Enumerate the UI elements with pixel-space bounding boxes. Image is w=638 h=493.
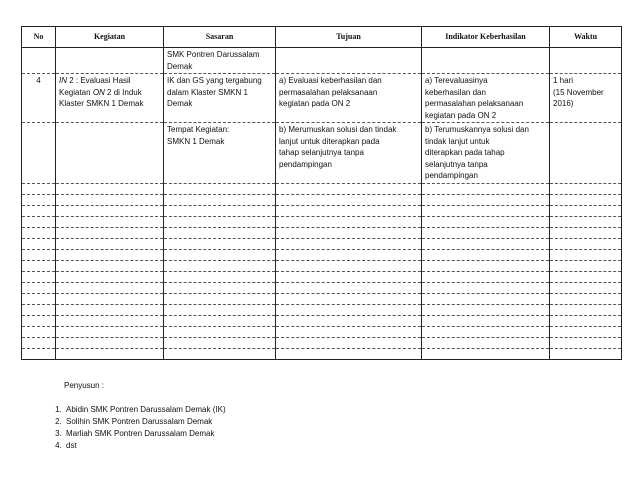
empty-table-row xyxy=(22,249,622,260)
empty-table-row xyxy=(22,227,622,238)
activity-table xyxy=(21,26,622,360)
empty-table-row xyxy=(22,304,622,315)
empty-table-row xyxy=(22,282,622,293)
empty-table-row xyxy=(22,315,622,326)
signer-item: 3. Marliah SMK Pontren Darussalam Demak xyxy=(64,428,226,440)
empty-table-row xyxy=(22,238,622,249)
signer-item: 4. dst xyxy=(64,440,226,452)
empty-table-row xyxy=(22,260,622,271)
empty-table-row xyxy=(22,348,622,359)
header-no: No xyxy=(22,27,56,48)
empty-table-row xyxy=(22,271,622,282)
document xyxy=(21,26,621,360)
empty-table-row xyxy=(22,337,622,348)
header-sasaran: Sasaran xyxy=(164,27,276,48)
empty-table-row xyxy=(22,205,622,216)
cell-sasaran: IK dan GS yang tergabung dalam Klaster SMKN 1 Demak xyxy=(164,74,276,123)
cell-tujuan: b) Merumuskan solusi dan tindak lanjut untuk diterapkan pada tahap selanjutnya tanpa pendampingan xyxy=(276,123,422,184)
signers-section xyxy=(44,380,226,452)
cell-sasaran: Tempat Kegiatan: SMKN 1 Demak xyxy=(164,123,276,184)
header-indikator: Indikator Keberhasilan xyxy=(422,27,550,48)
header-waktu: Waktu xyxy=(550,27,622,48)
signers-list xyxy=(44,404,226,452)
cell-indikator: a) Terevaluasinya keberhasilan dan permasalahan pelaksanaan kegiatan pada ON 2 xyxy=(422,74,550,123)
cell-no: 4 xyxy=(22,74,56,123)
signers-label: Penyusun : xyxy=(64,381,105,390)
cell-tujuan: a) Evaluasi keberhasilan dan permasalahan pelaksanaan kegiatan pada ON 2 xyxy=(276,74,422,123)
header-kegiatan: Kegiatan xyxy=(56,27,164,48)
empty-table-row xyxy=(22,183,622,194)
signer-item: 1. Abidin SMK Pontren Darussalam Demak (IK) xyxy=(64,404,226,416)
cell-sasaran: SMK Pontren Darussalam Demak xyxy=(164,48,276,74)
cell-indikator: b) Terumuskannya solusi dan tindak lanjut untuk diterapkan pada tahap selanjutnya tanpa pendampingan xyxy=(422,123,550,184)
empty-rows xyxy=(22,183,622,359)
empty-table-row xyxy=(22,194,622,205)
table-row xyxy=(22,48,622,74)
table-row xyxy=(22,74,622,123)
cell-kegiatan: IN 2 : Evaluasi Hasil Kegiatan ON 2 di Induk Klaster SMKN 1 Demak xyxy=(56,74,164,123)
empty-table-row xyxy=(22,293,622,304)
header-tujuan: Tujuan xyxy=(276,27,422,48)
table-row xyxy=(22,123,622,184)
empty-table-row xyxy=(22,216,622,227)
empty-table-row xyxy=(22,326,622,337)
table-header-row xyxy=(22,27,622,48)
signer-item: 2. Solihin SMK Pontren Darussalam Demak xyxy=(64,416,226,428)
cell-waktu: 1 hari (15 November 2016) xyxy=(550,74,622,123)
